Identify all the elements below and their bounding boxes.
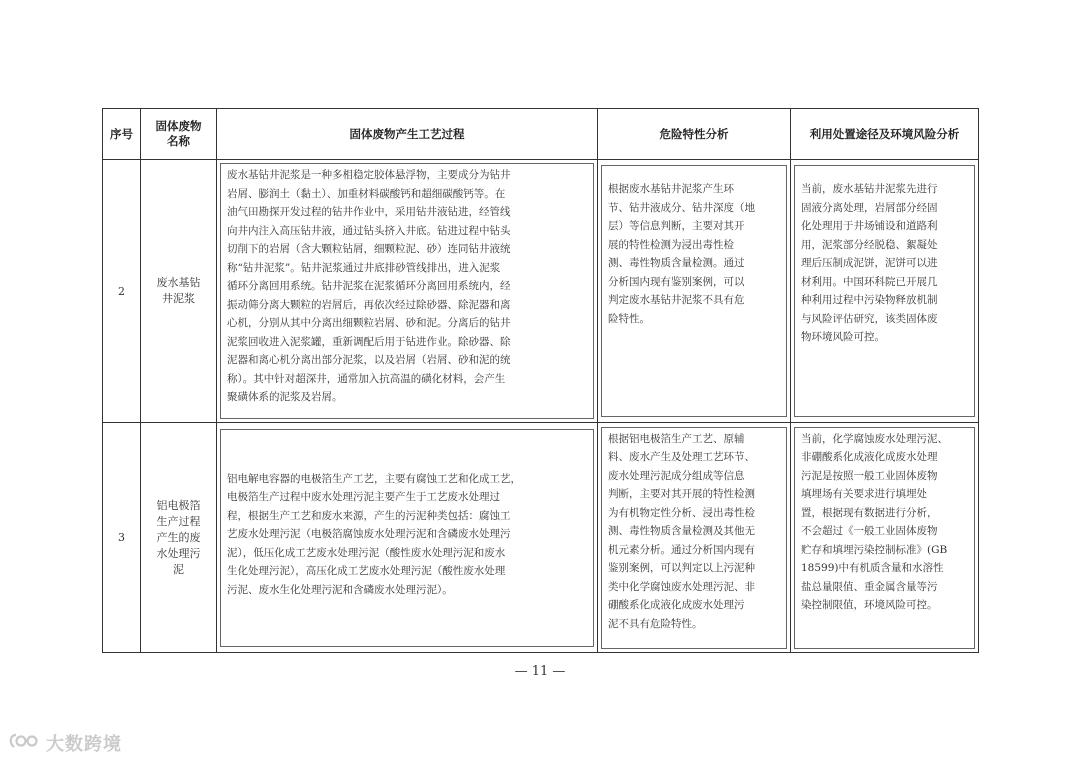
row-process: 废水基钻井泥浆是一种多相稳定胶体悬浮物，主要成分为钻井 岩屑、膨润土（黏土）、加重材料碳酸钙和超细碳酸钙等。在 油气田勘探开发过程的钻井作业中，采用钻井液钻进，经管线 向井内注入高压钻井液，通过钻头挤入井底。钻进过程中钻头 切削下的岩屑（含大颗粒钻屑，细颗粒泥、砂）连同钻井液统 称“钻井泥浆”。钻井泥浆通过井底排砂管线排出，进入泥浆 循环分离回用系统。钻井泥浆在泥浆循环分离回用系统内，经 振动筛分离大颗粒的岩屑后，再依次经过除砂器、除泥器和离 心机，分别从其中分离出细颗粒岩屑、砂和泥。分离后的钻井 泥浆回收进入泥浆罐，重新调配后用于钻进作业。除砂器、除 泥器和离心机分离出部分泥浆，以及岩屑（岩屑、砂和泥的统 称）。其中针对超深井，通常加入抗高温的磺化材料，会产生 聚磺体系的泥浆及岩屑。 bbox=[220, 163, 594, 419]
row-seq: 3 bbox=[103, 423, 141, 653]
page-number: — 11 — bbox=[514, 664, 566, 679]
header-seq: 序号 bbox=[103, 109, 141, 160]
row-process: 铝电解电容器的电极箔生产工艺，主要有腐蚀工艺和化成工艺， 电极箔生产过程中废水处理污泥主要产生于工艺废水处理过 程，根据生产工艺和废水来源，产生的污泥种类包括：腐蚀工 艺废水处理污泥（电极箔腐蚀废水处理污泥和含磷废水处理污 泥），低压化成工艺废水处理污泥（酸性废水处理污泥和废水 生化处理污泥），高压化成工艺废水处理污泥（酸性废水处理 污泥、废水生化处理污泥和含磷废水处理污泥）。 bbox=[220, 429, 594, 647]
header-disposal: 利用处置途径及环境风险分析 bbox=[791, 109, 979, 160]
row-waste-name: 废水基钻 井泥浆 bbox=[156, 276, 201, 305]
watermark-logo-icon bbox=[8, 731, 42, 756]
row-hazard: 根据铝电极箔生产工艺、原辅 料、废水产生及处理工艺环节、 废水处理污泥成分组成等信息 判断，主要对其开展的特性检测 为有机物定性分析、浸出毒性检 测、毒性物质含量检测及其他无 机元素分析。通过分析国内现有 鉴别案例，可以判定以上污泥种 类中化学腐蚀废水处理污泥、非 硼酸系化成液化成废水处理污 泥不具有危险特性。 bbox=[601, 427, 787, 649]
watermark-text: 大数跨境 bbox=[46, 734, 122, 755]
row-disposal: 当前，废水基钻井泥浆先进行 固液分离处理，岩屑部分经固 化处理用于井场铺设和道路利 用，泥浆部分经脱稳、絮凝处 理后压制成泥饼，泥饼可以进 材利用。中国环科院已开展几 种利用过程中污染物释放机制 与风险评估研究，该类固体废 物环境风险可控。 bbox=[794, 165, 975, 417]
header-waste-name: 固体废物 名称 bbox=[141, 109, 217, 160]
waste-table bbox=[102, 108, 979, 653]
row-disposal: 当前，化学腐蚀废水处理污泥、 非硼酸系化成液化成废水处理 污泥是按照一般工业固体废物 填埋场有关要求进行填埋处 置，根据现有数据进行分析， 不会超过《一般工业固体废物 贮存和填埋污染控制标准》(GB 18599)中有机质含量和水溶性 盐总量限值、重金属含量等污 染控制限值，环境风险可控。 bbox=[794, 427, 975, 649]
row-hazard: 根据废水基钻井泥浆产生环 节、钻井液成分、钻井深度（地 层）等信息判断，主要对其开 展的特性检测为浸出毒性检 测、毒性物质含量检测。通过 分析国内现有鉴别案例，可以 判定废水基钻井泥浆不具有危 险特性。 bbox=[601, 165, 787, 417]
table-row bbox=[103, 160, 979, 423]
row-waste-name: 铝电极箔 生产过程 产生的废 水处理污 泥 bbox=[156, 498, 201, 576]
table-row bbox=[103, 423, 979, 653]
header-process: 固体废物产生工艺过程 bbox=[217, 109, 598, 160]
table-header-row bbox=[103, 109, 979, 160]
watermark bbox=[8, 730, 122, 756]
row-seq: 2 bbox=[103, 160, 141, 423]
header-hazard: 危险特性分析 bbox=[598, 109, 791, 160]
